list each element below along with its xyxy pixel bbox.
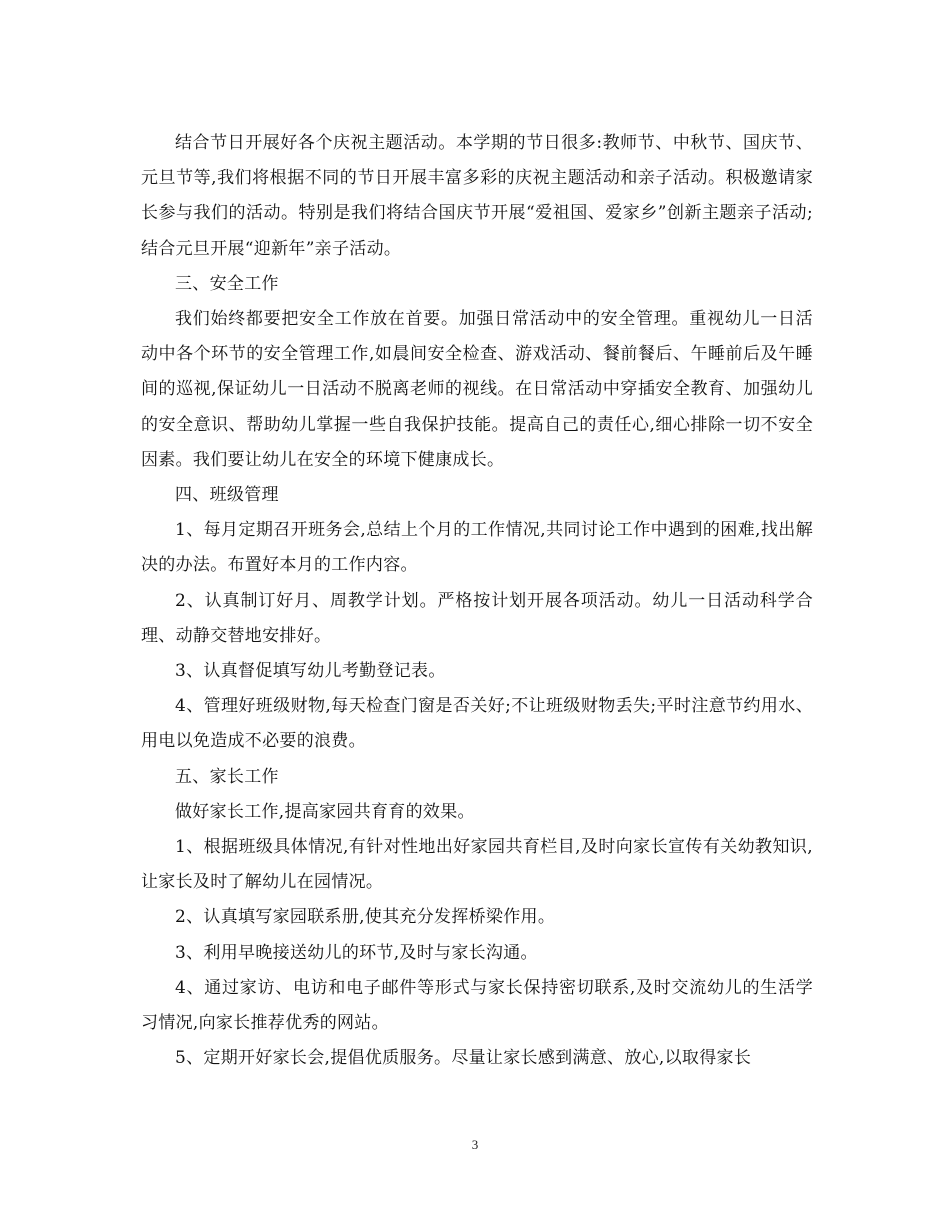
paragraph-pickup-communication: 3、利用早晚接送幼儿的环节,及时与家长沟通。 xyxy=(175,942,538,963)
paragraph-home-visits: 4、通过家访、电访和电子邮件等形式与家长保持密切联系,及时交流幼儿的生活学习情况,向家长推荐优秀的网站。 xyxy=(141,977,813,1034)
page-body xyxy=(141,126,813,1076)
heading-class-management: 四、班级管理 xyxy=(175,485,279,506)
paragraph-home-school-column: 1、根据班级具体情况,有针对性地出好家园共育栏目,及时向家长宣传有关幼教知识,让家长及时了解幼儿在园情况。 xyxy=(141,837,813,893)
paragraph-class-meeting: 1、每月定期召开班务会,总结上个月的工作情况,共同讨论工作中遇到的困难,找出解决的办法。布置好本月的工作内容。 xyxy=(141,520,813,576)
paragraph-parent-meetings: 5、定期开好家长会,提倡优质服务。尽量让家长感到满意、放心,以取得家长 xyxy=(175,1048,752,1069)
paragraph-contact-book: 2、认真填写家园联系册,使其充分发挥桥梁作用。 xyxy=(175,907,556,928)
paragraph-teaching-plan: 2、认真制订好月、周教学计划。严格按计划开展各项活动。幼儿一日活动科学合理、动静交替地安排好。 xyxy=(141,590,813,646)
paragraph-attendance: 3、认真督促填写幼儿考勤登记表。 xyxy=(175,661,446,682)
paragraph-parent-work-intro: 做好家长工作,提高家园共育育的效果。 xyxy=(175,801,475,822)
heading-parent-work: 五、家长工作 xyxy=(175,766,279,787)
heading-safety-work: 三、安全工作 xyxy=(175,273,279,294)
paragraph-class-property: 4、管理好班级财物,每天检查门窗是否关好;不让班级财物丢失;平时注意节约用水、用电以免造成不必要的浪费。 xyxy=(141,696,813,752)
paragraph-festival-activities: 结合节日开展好各个庆祝主题活动。本学期的节日很多:教师节、中秋节、国庆节、元旦节等,我们将根据不同的节日开展丰富多彩的庆祝主题活动和亲子活动。积极邀请家长参与我们的活动。特别是我们将结合国庆节开展“爱祖国、爱家乡”创新主题亲子活动;结合元旦开展“迎新年”亲子活动。 xyxy=(141,133,813,259)
paragraph-safety-work: 我们始终都要把安全工作放在首要。加强日常活动中的安全管理。重视幼儿一日活动中各个环节的安全管理工作,如晨间安全检查、游戏活动、餐前餐后、午睡前后及午睡间的巡视,保证幼儿一日活动不脱离老师的视线。在日常活动中穿插安全教育、加强幼儿的安全意识、帮助幼儿掌握一些自我保护技能。提高自己的责任心,细心排除一切不安全因素。我们要让幼儿在安全的环境下健康成长。 xyxy=(141,309,813,470)
page-number: 3 xyxy=(471,1137,479,1152)
